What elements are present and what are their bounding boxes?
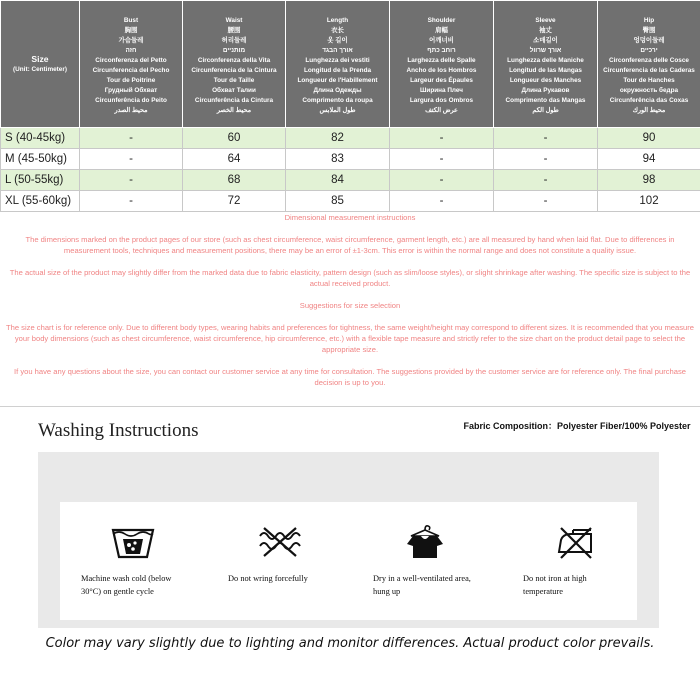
hip-header-line: Circunferencia de las Caderas: [603, 67, 695, 74]
length-header-line: Longitud de la Prenda: [303, 67, 372, 74]
sleeve-header-line: Longueur des Manches: [509, 77, 582, 84]
table-row: [1, 170, 700, 191]
length-header-line: Lunghezza dei vestiti: [305, 57, 370, 64]
shoulder-header-line: Larghezza delle Spalle: [407, 57, 476, 64]
bust-header-line: Circonferenza del Petto: [95, 57, 167, 64]
bust-cell: -: [80, 149, 183, 170]
care-panel: [38, 452, 659, 628]
length-header-line: 衣长: [331, 27, 344, 34]
hip-column-header: [598, 1, 700, 128]
bust-column-header: [80, 1, 183, 128]
waist-cell: 68: [183, 170, 286, 191]
table-row: [1, 128, 700, 149]
bust-cell: -: [80, 191, 183, 212]
care-caption: Dry in a well-ventilated area, hung up: [373, 574, 471, 596]
care-caption: Do not iron at high temperature: [523, 574, 587, 596]
length-header-line: طول الملابس: [319, 107, 356, 114]
hip-header-line: 臀围: [642, 27, 656, 34]
sleeve-header-line: אורך שרוול: [529, 47, 562, 54]
hip-cell: 98: [598, 170, 700, 191]
bust-cell: -: [80, 128, 183, 149]
care-item-dry: [360, 502, 490, 598]
sleeve-header-line: Длина Рукавов: [521, 87, 570, 94]
unit-header-label: (Unit: Centimeter): [13, 66, 67, 73]
waist-header-line: Circunferencia de la Cintura: [191, 67, 277, 74]
sleeve-header-line: Comprimento das Mangas: [505, 97, 586, 104]
length-header-line: 옷 길이: [327, 37, 348, 44]
size-chart-header-row: [1, 1, 700, 128]
shoulder-header-line: Largeur des Épaules: [410, 77, 473, 84]
section-divider: [0, 406, 700, 407]
size-chart-reference-note: The size chart is for reference only. Due to different body types, wearing habits and preferences for tightness, the same weight/height may correspond to different sizes. It is recommended that you measure your body dimensions (such as chest circumference, waist circumference, hip circumference, etc.) with a flexible tape measure and strictly refer to the size chart on the product detail page to select the appropriate size.: [5, 323, 695, 354]
waist-column-header: [183, 1, 286, 128]
bust-header-line: 가슴둘레: [118, 37, 144, 44]
shoulder-cell: -: [390, 149, 494, 170]
bust-header-line: Tour de Poitrine: [106, 77, 156, 84]
sleeve-header-line: Sleeve: [535, 17, 556, 24]
sleeve-column-header: [494, 1, 598, 128]
fabric-composition: Fabric Composition：Polyester Fiber/100% Polyester: [463, 421, 691, 431]
sleeve-header-line: 소매길이: [533, 37, 558, 44]
length-header-line: אורך הבגד: [322, 47, 353, 54]
hip-header-line: Circonferenza delle Cosce: [609, 57, 689, 64]
length-header-line: Длина Одежды: [313, 87, 362, 94]
hip-header-line: Hip: [643, 17, 655, 24]
table-row: [1, 149, 700, 170]
customer-service-note: If you have any questions about the size, you can contact our customer service at any time for consultation. The suggestions provided by the customer service are for reference only. The final purchase decision is up to you.: [14, 367, 686, 387]
length-header-line: Length: [326, 17, 349, 24]
size-chart-table: [0, 0, 700, 212]
care-caption: Machine wash cold (below 30°C) on gentle cycle: [81, 574, 172, 596]
machine-wash-cold-icon: [109, 524, 157, 560]
shoulder-cell: -: [390, 170, 494, 191]
size-cell: L (50-55kg): [1, 170, 80, 191]
shoulder-header-line: Largura dos Ombros: [409, 97, 474, 104]
care-item-wash: [68, 502, 198, 598]
shoulder-cell: -: [390, 128, 494, 149]
waist-header-line: محيط الخصر: [216, 107, 252, 114]
length-cell: 82: [286, 128, 390, 149]
measurement-instructions-heading: Dimensional measurement instructions: [284, 213, 416, 222]
size-header-label: Size: [31, 54, 49, 64]
shoulder-header-line: 肩幅: [435, 27, 448, 34]
waist-header-line: Circonferenza della Vita: [197, 57, 271, 64]
length-cell: 83: [286, 149, 390, 170]
washing-instructions-title: Washing Instructions: [38, 420, 199, 441]
size-column-header: [1, 1, 80, 128]
length-column-header: [286, 1, 390, 128]
do-not-wring-icon: [256, 524, 304, 560]
hip-header-line: ירכיים: [640, 47, 658, 54]
waist-cell: 72: [183, 191, 286, 212]
sleeve-cell: -: [494, 191, 598, 212]
shoulder-header-line: רוחב כתף: [427, 47, 456, 54]
care-item-iron: [510, 502, 640, 598]
shoulder-header-line: Ширина Плеч: [419, 87, 464, 94]
measurement-notes: [0, 212, 700, 388]
length-header-line: Longueur de l'Habillement: [297, 77, 378, 84]
hip-header-line: Circunferência das Coxas: [609, 97, 689, 104]
size-cell: XL (55-60kg): [1, 191, 80, 212]
shoulder-header-line: 어깨너비: [429, 37, 454, 44]
size-cell: S (40-45kg): [1, 128, 80, 149]
shoulder-header-line: عرض الكتف: [425, 107, 458, 114]
care-caption: Do not wring forcefully: [228, 574, 308, 583]
bust-header-line: Грудный Обхват: [104, 87, 158, 94]
sleeve-header-line: Lunghezza delle Maniche: [507, 57, 584, 64]
size-difference-note: The actual size of the product may slightly differ from the marked data due to fabric elasticity, pattern design (such as slim/loose styles), or slight shrinkage after washing. The specific size is subject to the actual received product.: [9, 268, 691, 288]
bust-header-line: محيط الصدر: [114, 107, 148, 114]
waist-header-line: Waist: [225, 17, 243, 24]
size-cell: M (45-50kg): [1, 149, 80, 170]
care-item-wring: [215, 502, 345, 585]
waist-header-line: Tour de Taille: [213, 77, 255, 84]
color-disclaimer: Color may vary slightly due to lighting and monitor differences. Actual product color prevails.: [45, 636, 655, 651]
hip-header-line: Tour de Hanches: [623, 77, 675, 84]
measurement-error-note: The dimensions marked on the product pages of our store (such as chest circumference, waist circumference, garment length, etc.) are all measured by hand when laid flat. Due to differences in measurement tools, techniques and measurement positions, there may be an error of ±1-3cm. This error is within the normal range and does not constitute a quality issue.: [25, 235, 675, 255]
hip-cell: 102: [598, 191, 700, 212]
hip-header-line: 엉덩이둘레: [633, 37, 665, 44]
waist-header-line: Обхват Талии: [212, 87, 256, 94]
size-selection-heading: Suggestions for size selection: [299, 301, 401, 310]
length-cell: 84: [286, 170, 390, 191]
waist-cell: 60: [183, 128, 286, 149]
bust-header-line: Circunferencia del Pecho: [92, 67, 170, 74]
shoulder-cell: -: [390, 191, 494, 212]
bust-cell: -: [80, 170, 183, 191]
waist-cell: 64: [183, 149, 286, 170]
hip-cell: 90: [598, 128, 700, 149]
sleeve-header-line: 袖丈: [539, 27, 552, 34]
length-cell: 85: [286, 191, 390, 212]
hang-dry-icon: [401, 524, 449, 560]
sleeve-cell: -: [494, 170, 598, 191]
bust-header-line: חזה: [125, 47, 137, 54]
hip-cell: 94: [598, 149, 700, 170]
waist-header-line: מותניים: [222, 47, 246, 54]
length-header-line: Comprimento da roupa: [302, 97, 373, 104]
do-not-iron-icon: [551, 524, 599, 560]
waist-header-line: 허리둘레: [221, 37, 247, 44]
shoulder-header-line: Ancho de los Hombros: [406, 67, 477, 74]
shoulder-header-line: Shoulder: [427, 17, 456, 24]
sleeve-cell: -: [494, 149, 598, 170]
table-row: [1, 191, 700, 212]
care-icons-card: [60, 502, 637, 620]
bust-header-line: Circunferência do Peito: [95, 97, 167, 104]
bust-header-line: Bust: [123, 17, 139, 24]
waist-header-line: 腰围: [227, 27, 241, 34]
shoulder-column-header: [390, 1, 494, 128]
waist-header-line: Circunferência da Cintura: [194, 97, 274, 104]
sleeve-header-line: Longitud de las Mangas: [509, 67, 582, 74]
bust-header-line: 胸围: [124, 27, 138, 34]
hip-header-line: окружность бедра: [619, 87, 679, 94]
sleeve-cell: -: [494, 128, 598, 149]
hip-header-line: محيط الورك: [632, 107, 666, 114]
sleeve-header-line: طول الكم: [532, 107, 559, 114]
